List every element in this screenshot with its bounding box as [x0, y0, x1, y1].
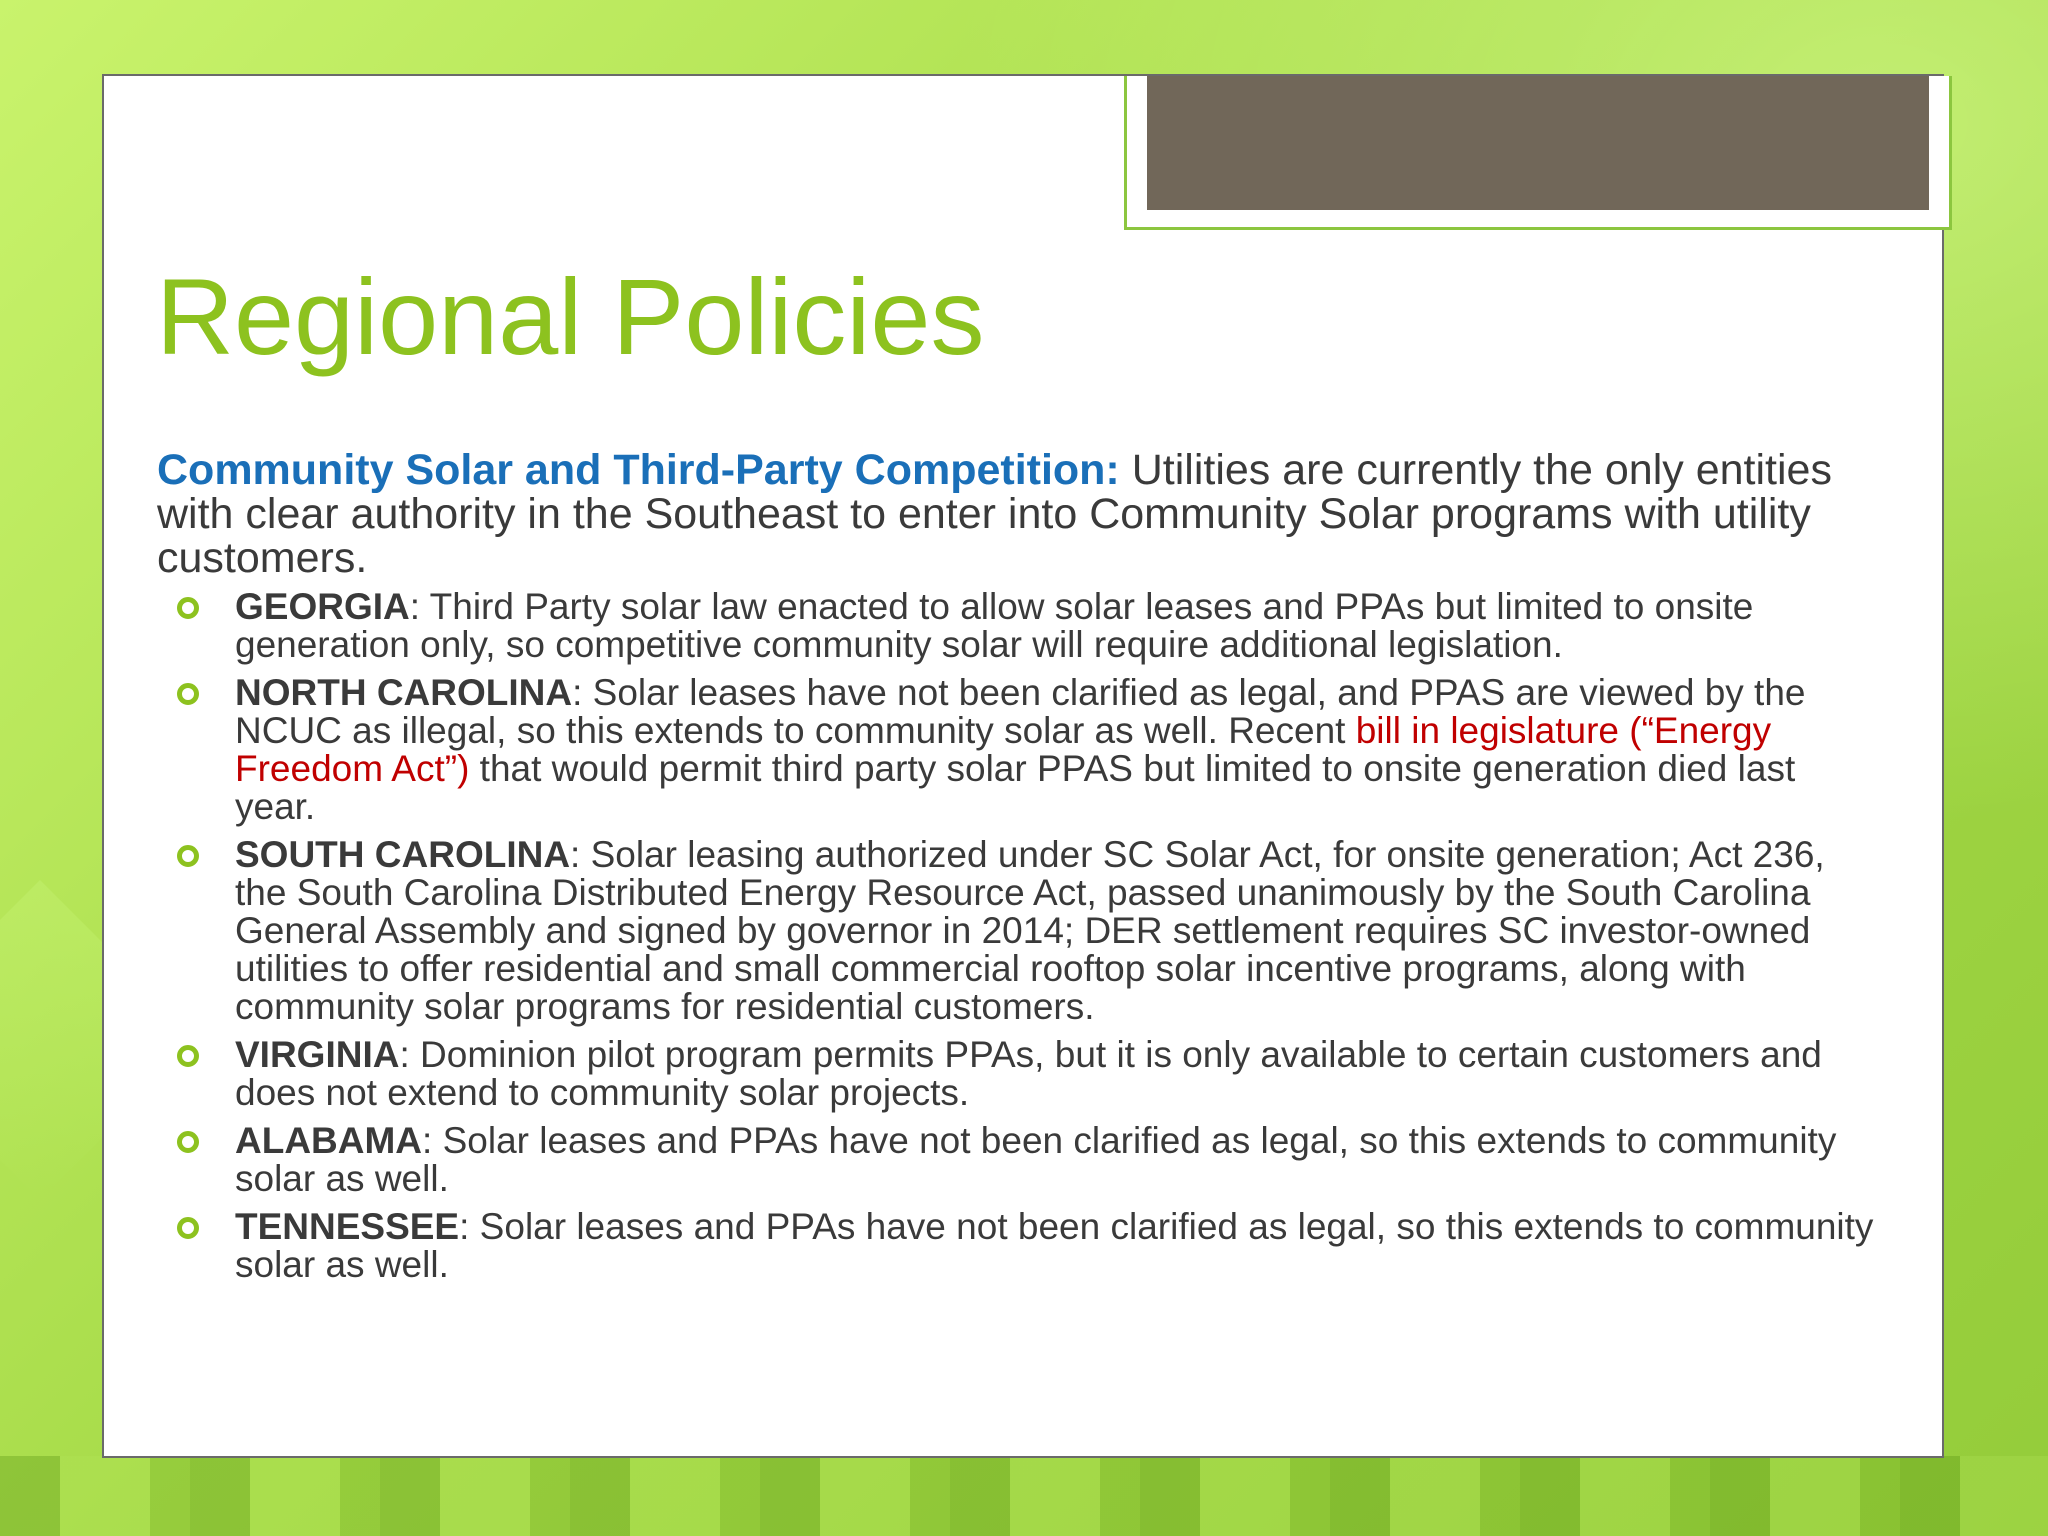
intro-paragraph: [157, 448, 1877, 580]
background-stripes: [0, 1456, 2048, 1536]
state-text: : Solar leases and PPAs have not been clarified as legal, so this extends to community solar as well.: [235, 1206, 1874, 1285]
state-name: ALABAMA: [235, 1120, 423, 1161]
state-text: : Solar leases have not been clarified as legal, and PPAS are viewed by the NCUC as illegal, so this extends to community solar as well. Recent: [235, 672, 1806, 751]
intro-text: Utilities are currently the only entities with clear authority in the Southeast to enter into Community Solar programs with utility customers.: [157, 446, 1832, 582]
state-name: GEORGIA: [235, 586, 410, 627]
bullet-ring-icon: [177, 1217, 199, 1239]
state-text: : Solar leases and PPAs have not been clarified as legal, so this extends to community solar as well.: [235, 1120, 1837, 1199]
list-item-georgia: [157, 588, 1877, 664]
list-item-alabama: [157, 1122, 1877, 1198]
state-text: : Dominion pilot program permits PPAs, but it is only available to certain customers and does not extend to community solar projects.: [235, 1034, 1822, 1113]
list-item-south-carolina: [157, 836, 1877, 1026]
list-item-virginia: [157, 1036, 1877, 1112]
list-item-north-carolina: [157, 674, 1877, 826]
bullet-ring-icon: [177, 1131, 199, 1153]
state-text-after: that would permit third party solar PPAS but limited to onsite generation died last year.: [235, 748, 1796, 827]
legislation-link[interactable]: bill in legislature (“Energy Freedom Act”): [235, 710, 1772, 789]
bullet-ring-icon: [177, 1045, 199, 1067]
state-text: : Third Party solar law enacted to allow solar leases and PPAs but limited to onsite generation only, so competitive community solar will require additional legislation.: [235, 586, 1754, 665]
state-name: SOUTH CAROLINA: [235, 834, 571, 875]
header-block: [1147, 76, 1929, 210]
bullet-ring-icon: [177, 845, 199, 867]
slide-title: Regional Policies: [156, 256, 985, 377]
bullet-ring-icon: [177, 597, 199, 619]
intro-lead: Community Solar and Third-Party Competition:: [157, 446, 1120, 494]
state-text: : Solar leasing authorized under SC Solar Act, for onsite generation; Act 236, the South Carolina Distributed Energy Resource Act, passed unanimously by the South Carolina General Assembly and signed by governor in 2014; DER settlement requires SC investor-owned utilities to offer residential and small commercial rooftop solar incentive programs, along with community solar programs for residential customers.: [235, 834, 1825, 1027]
list-item-tennessee: [157, 1208, 1877, 1284]
state-name: VIRGINIA: [235, 1034, 400, 1075]
bullet-ring-icon: [177, 683, 199, 705]
state-name: NORTH CAROLINA: [235, 672, 573, 713]
slide-content: [157, 448, 1877, 1294]
header-frame: [1124, 76, 1952, 230]
state-list: [157, 588, 1877, 1284]
state-name: TENNESSEE: [235, 1206, 460, 1247]
